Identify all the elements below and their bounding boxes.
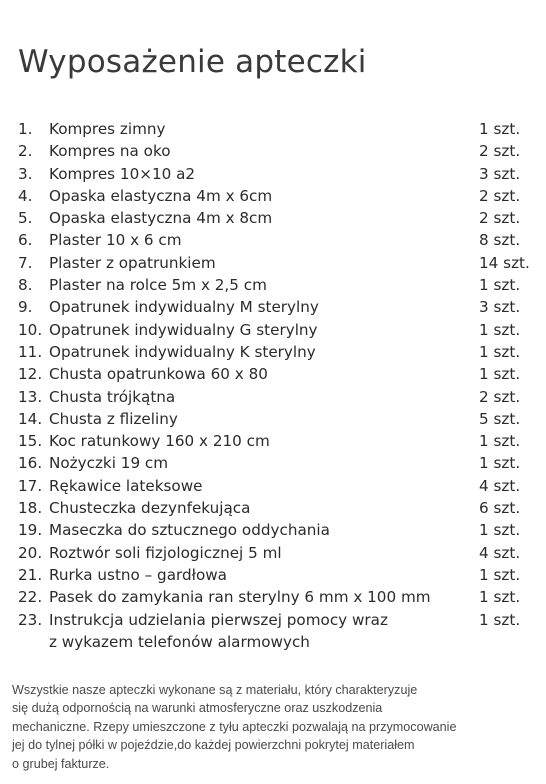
item-quantity: 1 szt.: [479, 342, 521, 361]
item-number: 15.: [18, 432, 43, 451]
item-quantity: 5 szt.: [479, 409, 521, 428]
list-item: [18, 430, 530, 452]
item-number: 23.: [18, 610, 43, 629]
item-name: Roztwór soli fizjologicznej 5 ml: [49, 543, 282, 562]
item-quantity: 1 szt.: [479, 320, 521, 339]
item-name-continuation: z wykazem telefonów alarmowych: [49, 632, 310, 651]
list-item: [18, 363, 530, 385]
item-quantity: 2 szt.: [479, 387, 521, 406]
item-number: 16.: [18, 454, 43, 473]
item-quantity: 4 szt.: [479, 476, 521, 495]
list-item: [18, 296, 530, 318]
item-quantity: 1 szt.: [479, 565, 521, 584]
item-quantity: 3 szt.: [479, 164, 521, 183]
item-name: Chusta z flizeliny: [49, 409, 178, 428]
item-quantity: 1 szt.: [479, 610, 521, 629]
paragraph-line: się dużą odpornością na warunki atmosferyczne oraz uszkodzenia: [12, 701, 383, 716]
item-quantity: 1 szt.: [479, 432, 521, 451]
item-quantity: 1 szt.: [479, 521, 521, 540]
item-name: Opaska elastyczna 4m x 8cm: [49, 209, 273, 228]
item-quantity: 14 szt.: [479, 253, 530, 272]
list-item-continuation: [18, 631, 530, 653]
item-number: 1.: [18, 120, 33, 138]
item-quantity: 2 szt.: [479, 209, 521, 228]
item-number: 19.: [18, 521, 43, 540]
list-item: [18, 229, 530, 251]
list-item: [18, 452, 530, 474]
list-item: [18, 408, 530, 430]
item-name: Opatrunek indywidualny M sterylny: [49, 298, 319, 317]
page-title: Wyposażenie apteczki: [18, 44, 367, 80]
item-name: Rurka ustno – gardłowa: [49, 565, 227, 584]
item-number: 12.: [18, 365, 43, 384]
item-quantity: 1 szt.: [479, 365, 521, 384]
item-name: Instrukcja udzielania pierwszej pomocy wraz: [49, 610, 388, 629]
item-name: Koc ratunkowy 160 x 210 cm: [49, 432, 270, 451]
paragraph-line: Wszystkie nasze apteczki wykonane są z materiału, który charakteryzuje: [12, 683, 418, 697]
list-item: [18, 341, 530, 363]
item-number: 17.: [18, 476, 43, 495]
list-item: [18, 609, 530, 631]
item-quantity: 6 szt.: [479, 499, 521, 518]
item-name: Pasek do zamykania ran sterylny 6 mm x 100 mm: [49, 588, 431, 607]
item-quantity: 1 szt.: [479, 588, 521, 607]
item-name: Opaska elastyczna 4m x 6cm: [49, 186, 273, 205]
item-number: 2.: [18, 142, 33, 161]
item-quantity: 3 szt.: [479, 298, 521, 317]
item-number: 6.: [18, 231, 33, 250]
item-name: Chusta trójkątna: [49, 387, 176, 406]
item-number: 9.: [18, 298, 33, 317]
item-name: Rękawice lateksowe: [49, 476, 203, 495]
list-item: [18, 564, 530, 586]
list-item: [18, 163, 530, 185]
item-quantity: 2 szt.: [479, 186, 521, 205]
item-number: 8.: [18, 276, 33, 295]
item-number: 11.: [18, 342, 43, 361]
list-item: [18, 386, 530, 408]
list-item: [18, 140, 530, 162]
equipment-list: [18, 118, 530, 653]
item-quantity: 1 szt.: [479, 276, 521, 295]
list-item: [18, 185, 530, 207]
list-item: [18, 542, 530, 564]
item-number: 22.: [18, 588, 43, 607]
item-number: 4.: [18, 186, 33, 205]
item-number: 7.: [18, 253, 33, 272]
item-name: Chusta opatrunkowa 60 x 80: [49, 365, 268, 384]
list-item: [18, 586, 530, 608]
list-item: [18, 475, 530, 497]
item-number: 3.: [18, 164, 33, 183]
item-name: Chusteczka dezynfekująca: [49, 499, 251, 518]
item-quantity: 1 szt.: [479, 454, 521, 473]
item-number: 10.: [18, 320, 43, 339]
item-quantity: 8 szt.: [479, 231, 521, 250]
item-name: Plaster z opatrunkiem: [49, 253, 216, 272]
item-name: Plaster na rolce 5m x 2,5 cm: [49, 276, 267, 295]
item-name: Kompres zimny: [49, 120, 166, 138]
item-number: 20.: [18, 543, 43, 562]
list-item: [18, 207, 530, 229]
list-item: [18, 252, 530, 274]
item-quantity: 4 szt.: [479, 543, 521, 562]
list-item: [18, 319, 530, 341]
list-item: [18, 118, 530, 140]
item-name: Nożyczki 19 cm: [49, 454, 169, 473]
item-number: 13.: [18, 387, 43, 406]
item-number: 21.: [18, 565, 43, 584]
item-quantity: 2 szt.: [479, 142, 521, 161]
item-name: Opatrunek indywidualny K sterylny: [49, 342, 316, 361]
list-item: [18, 274, 530, 296]
paragraph-line: mechaniczne. Rzepy umieszczone z tyłu apteczki pozwalają na przymocowanie: [12, 719, 457, 734]
item-number: 14.: [18, 409, 43, 428]
paragraph-line: o grubej fakturze.: [12, 756, 110, 771]
list-item: [18, 497, 530, 519]
paragraph-line: jej do tylnej półki w pojeździe,do każdej powierzchni pokrytej materiałem: [12, 738, 415, 753]
item-name: Kompres 10×10 a2: [49, 164, 196, 183]
item-quantity: 1 szt.: [479, 120, 521, 138]
item-name: Maseczka do sztucznego oddychania: [49, 521, 330, 540]
item-number: 18.: [18, 499, 43, 518]
description-paragraph: [12, 681, 537, 773]
item-name: Plaster 10 x 6 cm: [49, 231, 182, 250]
item-name: Opatrunek indywidualny G sterylny: [49, 320, 318, 339]
item-name: Kompres na oko: [49, 142, 171, 161]
item-number: 5.: [18, 209, 33, 228]
list-item: [18, 519, 530, 541]
